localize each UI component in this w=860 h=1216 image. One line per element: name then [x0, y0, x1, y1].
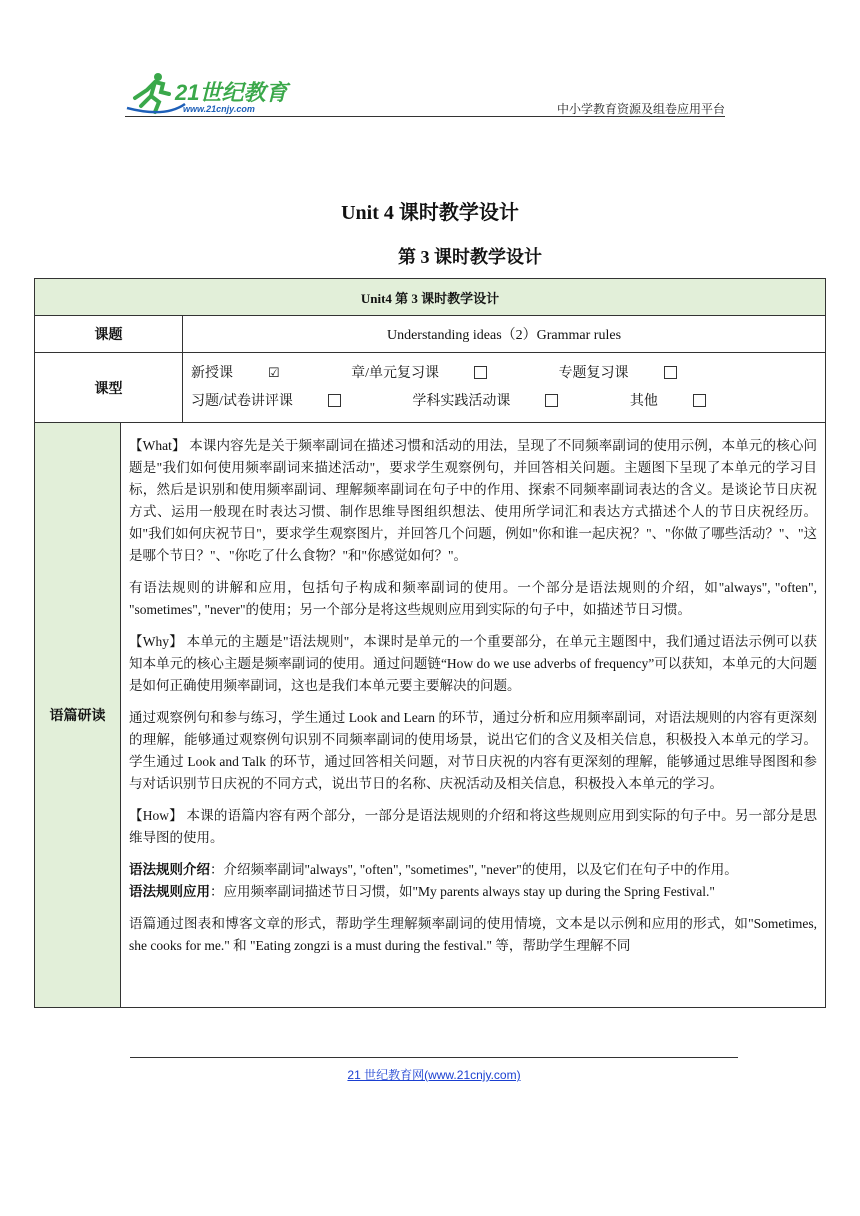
topic-row [35, 316, 826, 353]
logo-text: 21世纪教育 [175, 80, 288, 105]
type-option-exercise[interactable] [191, 388, 375, 416]
page-subtitle: 第 3 课时教学设计 [398, 247, 542, 267]
type-label: 课型 [35, 353, 183, 423]
section-content [121, 423, 826, 1008]
grammar-paragraph: 有语法规则的讲解和应用，包括句子构成和频率副词的使用。一个部分是语法规则的介绍，如"always", "often", "sometimes", "never"的使用；另一个部分是将这些规则应用到实际的句子中，如描述节日习惯。 [129, 580, 817, 617]
type-option-topic-review[interactable] [559, 360, 711, 388]
observation-paragraph: 通过观察例句和参与练习，学生通过 Look and Learn 的环节，通过分析和应用频率副词，对语法规则的内容有更深刻的理解，能够通过观察例句识别不同频率副词的使用场景，说出它们的含义及相关信息，积极投入本单元的学习。学生通过 Look and Talk 的环节，通过回答相关问题，对节日庆祝的内容有更深刻的理解，能够通过思维导图图和参与对话识别节日庆祝的不同方式，说出节日的名称、庆祝活动及相关信息，积极投入本单元的学习。 [129, 710, 817, 791]
type-option-label: 学科实践活动课 [412, 394, 511, 409]
section-label: 语篇研读 [35, 423, 121, 1008]
page-title: Unit 4 课时教学设计 [341, 202, 519, 224]
site-logo [125, 68, 295, 118]
rule-apply-text: ：应用频率副词描述节日习惯，如"My parents always stay up during the Spring Festival." [210, 884, 715, 899]
format-paragraph: 语篇通过图表和博客文章的形式，帮助学生理解频率副词的使用情境，文本是以示例和应用的形式，如"Sometimes, she cooks for me." 和 "Eating zongzi is a must during the festival." 等，帮助学生理解不同 [129, 916, 817, 953]
what-paragraph: 【What】 本课内容先是关于频率副词在描述习惯和活动的用法，呈现了不同频率副词的使用示例，本单元的核心问题是"我们如何使用频率副词来描述活动"，要求学生观察例句，并回答相关问题。主题图下呈现了本单元的学习目标，然后是识别和使用频率副词、理解频率副词在句子中的作用、探索不同频率副词表达的含义。是谈论节日庆祝方式、运用一般现在时表达习惯、制作思维导图组织想法、使用所学词汇和表达方式描述个人的节日庆祝经历。如"我们如何庆祝节日"，要求学生观察图片，并回答几个问题，例如"你和谁一起庆祝？"、"你做了哪些活动？"、"这是哪个节日？"、"你吃了什么食物？"和"你感觉如何？"。 [129, 438, 817, 563]
type-options [183, 353, 826, 423]
platform-name: 中小学教育资源及组卷应用平台 [556, 102, 725, 116]
how-paragraph: 【How】 本课的语篇内容有两个部分，一部分是语法规则的介绍和将这些规则应用到实际的句子中。另一部分是思维导图的使用。 [129, 808, 817, 845]
text-study-row [35, 423, 826, 1008]
type-option-other[interactable] [630, 388, 740, 416]
why-paragraph: 【Why】 本单元的主题是"语法规则"，本课时是单元的一个重要部分，在单元主题图中，我们通过语法示例可以获知本单元的核心主题是频率副词的使用。通过问题链“How do we use adverbs of frequency”可以获知，本单元的大问题是如何正确使用频率副词，这也是我们本单元要主要解决的问题。 [129, 634, 817, 693]
type-option-label: 习题/试卷讲评课 [191, 394, 293, 409]
rule-apply-label: 语法规则应用 [129, 884, 210, 899]
checkbox-icon [545, 394, 558, 407]
table-header-row [35, 279, 826, 316]
rule-intro-text: ：介绍频率副词"always", "often", "sometimes", "never"的使用，以及它们在句子中的作用。 [210, 862, 738, 877]
type-option-label: 新授课 [191, 366, 233, 381]
page-header [125, 68, 725, 118]
checkbox-icon [693, 394, 706, 407]
lesson-design-table [34, 278, 826, 1008]
header-divider [125, 116, 725, 117]
table-header: Unit4 第 3 课时教学设计 [35, 279, 826, 316]
rule-intro-paragraph [129, 859, 817, 881]
rule-apply-paragraph [129, 881, 817, 903]
type-option-label: 章/单元复习课 [351, 366, 440, 381]
type-option-label: 其他 [629, 394, 658, 409]
runner-body-icon [135, 82, 169, 112]
logo-url: www.21cnjy.com [183, 104, 255, 114]
footer-link[interactable]: 21 世纪教育网(www.21cnjy.com) [347, 1068, 521, 1082]
topic-label: 课题 [35, 316, 183, 353]
checkbox-icon [328, 394, 341, 407]
type-option-new[interactable] [191, 359, 314, 388]
type-option-practice[interactable] [412, 388, 592, 416]
checked-box-icon: ☑ [268, 365, 280, 380]
rule-intro-label: 语法规则介绍 [129, 862, 210, 877]
footer-divider [130, 1057, 738, 1058]
checkbox-icon [474, 366, 487, 379]
type-row [35, 353, 826, 423]
runner-head-icon [154, 73, 162, 81]
checkbox-icon [664, 366, 677, 379]
topic-value: Understanding ideas（2）Grammar rules [183, 316, 826, 353]
type-option-label: 专题复习课 [558, 366, 629, 381]
type-option-unit-review[interactable] [351, 360, 521, 388]
